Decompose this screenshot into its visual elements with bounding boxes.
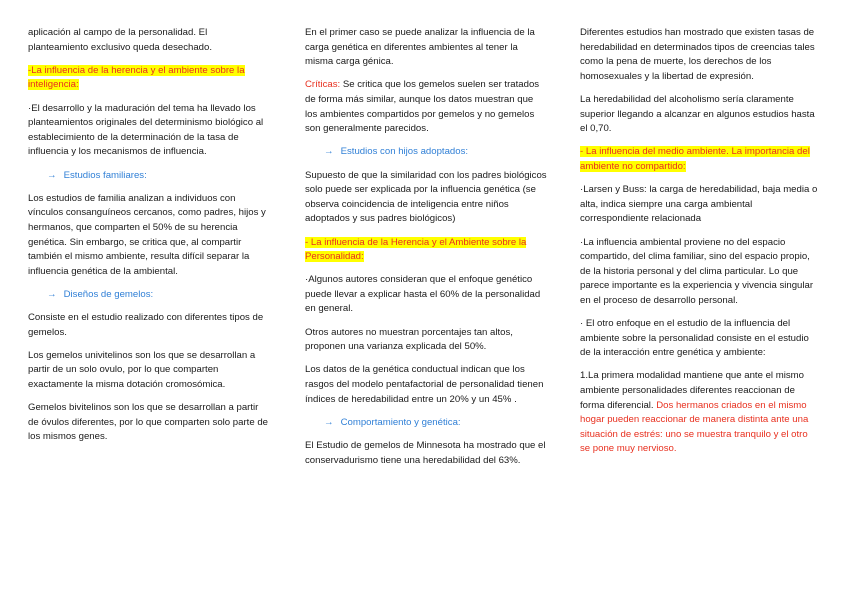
subheading <box>28 288 270 303</box>
section-heading <box>580 145 820 174</box>
arrow-right-icon: → <box>47 288 57 300</box>
paragraph: Supuesto de que la similaridad con los padres biológicos solo puede ser explicada por la influencia genética (se observa coincidencia de inteligencia entre niños adoptados y sus padres biológicos) <box>305 169 547 225</box>
arrow-right-icon: → <box>324 416 334 428</box>
example-text: Dos hermanos criados en el mismo hogar pueden reaccionar de manera distinta ante una situación de estrés: uno se muestra tranquilo y el otro se pone muy nervioso. <box>580 399 809 455</box>
subheading-label: Comportamiento y genética: <box>340 416 461 428</box>
paragraph: Los datos de la genética conductual indican que los rasgos del modelo pentafactorial de personalidad tienen índices de heredabilidad entre un 20% y un 45% . <box>305 364 544 405</box>
section-heading <box>28 64 270 93</box>
paragraph: ·El desarrollo y la maduración del tema ha llevado los planteamientos originales del determinismo biológico al establecimiento de la determinación de la tasa de influencia y los mecanismos de influencia. <box>28 102 264 158</box>
criticism-label: Críticas: <box>305 79 341 91</box>
paragraph: Gemelos bivitelinos son los que se desarrollan a partir de óvulos diferentes, por lo que comparten solo parte de los mismos genes. <box>28 402 268 443</box>
paragraph: ·Larsen y Buss: la carga de heredabilidad, baja media o alta, indica siempre una carga ambiental correspondiente relacionada <box>580 184 818 225</box>
subheading-label: Diseños de gemelos: <box>63 288 154 300</box>
column-2 <box>305 26 548 477</box>
subheading-label: Estudios con hijos adoptados: <box>340 146 469 158</box>
paragraph: La heredabilidad del alcoholismo sería claramente superior llegando a alcanzar en algunos estudios hasta el 0,70. <box>580 93 815 135</box>
paragraph: ·La influencia ambiental proviene no del espacio compartido, del clima familiar, sino del espacio propio, de la historia personal y del clima particular. Lo que parece importante es la experiencia y vivencia singular en el proceso de desarrollo personal. <box>580 236 814 306</box>
highlighted-heading: - La influencia del medio ambiente. La importancia del ambiente no compartido: <box>580 146 810 172</box>
paragraph-text: 1.La primera modalidad mantiene que ante el mismo ambiente personalidades diferentes reaccionan de forma diferencial. <box>580 370 804 411</box>
arrow-right-icon: → <box>47 169 57 181</box>
paragraph <box>580 369 820 457</box>
paragraph: Los estudios de familia analizan a individuos con vínculos consanguíneos cercanos, como padres, hijos y hermanos, que comparten el 50% de su herencia genética. Sin embargo, se critica que, al compartir también el mismo ambiente, resulta difícil separar la influencia genética de la ambiental. <box>28 192 266 277</box>
paragraph: Los gemelos univitelinos son los que se desarrollan a partir de un solo ovulo, por lo que comparten exactamente la misma dotación cromosómica. <box>28 349 256 391</box>
highlighted-heading: -La influencia de la herencia y el ambiente sobre la inteligencia: <box>28 64 245 91</box>
paragraph <box>305 78 548 136</box>
section-heading <box>305 236 548 265</box>
paragraph: Consiste en el estudio realizado con diferentes tipos de gemelos. <box>28 312 264 338</box>
subheading <box>28 169 270 184</box>
subheading <box>305 416 548 431</box>
subheading <box>305 145 548 160</box>
paragraph: aplicación al campo de la personalidad. El planteamiento exclusivo queda desechado. <box>28 27 213 53</box>
subheading-label: Estudios familiares: <box>63 169 147 181</box>
paragraph: Diferentes estudios han mostrado que existen tasas de heredabilidad en determinados tipos de creencias tales como la pena de muerte, los derechos de los homosexuales y la libertad de expresión. <box>580 27 815 82</box>
paragraph: El Estudio de gemelos de Minnesota ha mostrado que el conservadurismo tiene una heredabilidad del 63%. <box>305 440 546 466</box>
column-1 <box>28 26 270 454</box>
paragraph: · El otro enfoque en el estudio de la influencia del ambiente sobre la personalidad consiste en el estudio de la interacción entre genética y ambiente: <box>580 318 809 359</box>
highlighted-heading: - La influencia de la Herencia y el Ambiente sobre la Personalidad: <box>305 236 527 263</box>
paragraph: ·Algunos autores consideran que el enfoque genético puede llevar a explicar hasta el 60% de la personalidad en general. <box>305 274 541 315</box>
paragraph-text: Se critica que los gemelos suelen ser tratados de forma más similar, aunque los datos muestran que los ambientes compartidos por gemelos y no gemelos son generalmente parecidos. <box>305 79 540 135</box>
column-3 <box>580 26 820 466</box>
arrow-right-icon: → <box>324 146 334 158</box>
paragraph: En el primer caso se puede analizar la influencia de la carga genética en diferentes ambientes al tener la misma carga génica. <box>305 27 535 68</box>
paragraph: Otros autores no muestran porcentajes tan altos, proponen una varianza explicada del 50%. <box>305 326 513 353</box>
